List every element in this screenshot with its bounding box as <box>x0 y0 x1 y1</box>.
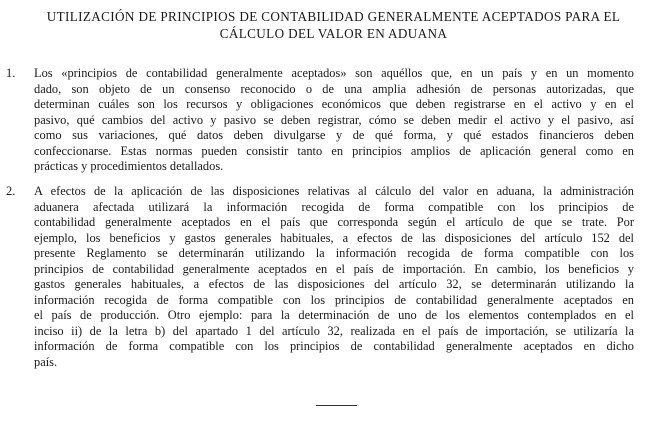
paragraph-line: país. <box>34 354 58 369</box>
document-title-line-2: CÁLCULO DEL VALOR EN ADUANA <box>219 26 448 41</box>
paragraph-line: ejemplo, los beneficios y gastos generales habituales, a efectos de las disposiciones del artículo 152 del <box>34 230 634 245</box>
paragraph-line: información recogida de forma compatible con los principios de contabilidad generalmente aceptados en <box>34 292 634 307</box>
paragraph-line: como sus variaciones, qué datos deben divulgarse y de qué forma, y qué estados financieros deben <box>34 128 634 142</box>
paragraph-line: gastos generales habituales, a efectos de las disposiciones del artículo 32, se determinarán utilizando la <box>34 277 634 291</box>
paragraph-line: principios de contabilidad generalmente aceptados en el país de importación. En cambio, los beneficios y <box>34 261 634 276</box>
paragraph-1 <box>6 66 634 175</box>
paragraph-line: el país de producción. Otro ejemplo: para la determinación de uno de los elementos contemplados en el <box>34 308 634 322</box>
paragraph-number: 1. <box>6 66 16 80</box>
paragraph-line: Los «principios de contabilidad generalmente aceptados» son aquéllos que, en un país y en un momento <box>34 66 634 80</box>
paragraph-line: inciso ii) de la letra b) del apartado 1 del artículo 32, realizada en el país de importación, se utilizaría la <box>34 323 634 338</box>
paragraph-line: dado, son objeto de un consenso reconocido o de una amplia adhesión de personas autorizadas, que <box>34 81 634 96</box>
paragraph-number: 2. <box>6 184 16 198</box>
paragraph-line: confeccionarse. Estas normas pueden consistir tanto en principios amplios de aplicación general como en <box>34 143 634 158</box>
paragraph-line: determinan cuáles son los recursos y obligaciones económicos que deben registrarse en el activo y en el <box>34 97 634 111</box>
paragraph-line: contabilidad generalmente aceptados en el país que corresponda según el artículo de que se trate. Por <box>34 215 634 229</box>
paragraph-line: información de forma compatible con los principios de contabilidad generalmente aceptados en dicho <box>34 339 634 353</box>
paragraph-line: presente Reglamento se determinarán utilizando la información recogida de forma compatible con los <box>34 246 634 260</box>
paragraph-line: aduanera afectada utilizará la información recogida de forma compatible con los principios de <box>34 199 634 214</box>
document-title-line-1: UTILIZACIÓN DE PRINCIPIOS DE CONTABILIDAD GENERALMENTE ACEPTADOS PARA EL <box>46 9 621 24</box>
end-rule <box>316 405 357 406</box>
paragraph-line: prácticas y procedimientos detallados. <box>34 159 224 173</box>
paragraph-2 <box>6 184 634 370</box>
paragraph-line: pasivo, qué cambios del activo y pasivo se deben registrar, cómo se deben medir el activo y el pasivo, así <box>34 112 634 127</box>
paragraph-line: A efectos de la aplicación de las disposiciones relativas al cálculo del valor en aduana, la administración <box>34 184 634 198</box>
